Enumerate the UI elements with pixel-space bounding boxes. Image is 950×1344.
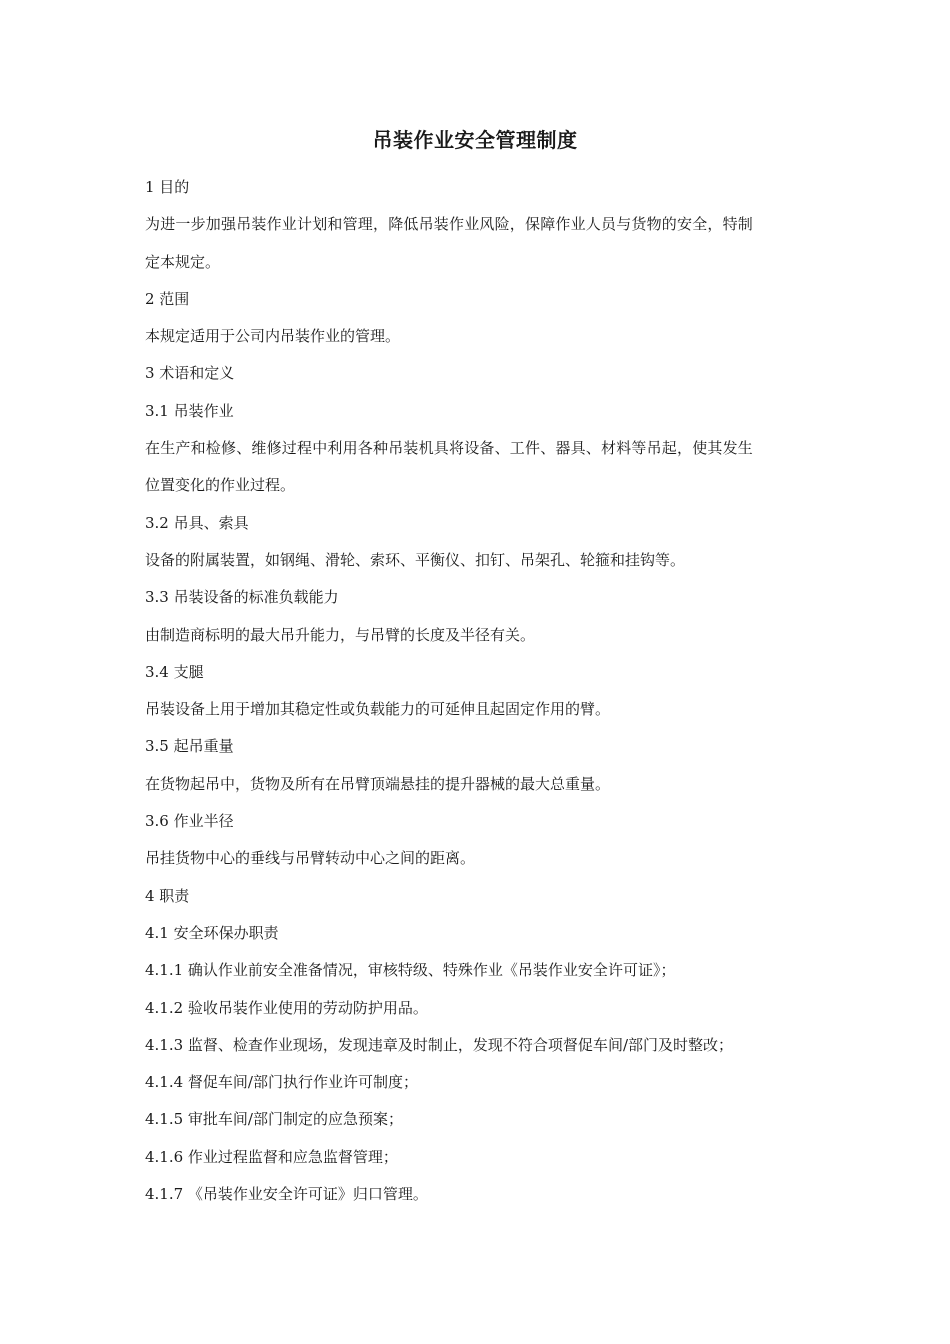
paragraph-line: 由制造商标明的最大吊升能力，与吊臂的长度及半径有关。 (145, 625, 536, 644)
list-item: 4.1.1 确认作业前安全准备情况，审核特级、特殊作业《吊装作业安全许可证》； (145, 961, 676, 980)
list-item: 4.1.3 监督、检查作业现场，发现违章及时制止，发现不符合项督促车间/部门及时整改； (145, 1035, 733, 1054)
section-heading: 3 术语和定义 (145, 364, 235, 383)
document-body (145, 169, 815, 1213)
paragraph-line: 为进一步加强吊装作业计划和管理，降低吊装作业风险，保障作业人员与货物的安全，特制 (145, 215, 754, 234)
paragraph-line: 位置变化的作业过程。 (145, 476, 296, 495)
section-heading: 1 目的 (145, 178, 190, 196)
subsection-heading: 3.4 支腿 (145, 662, 204, 681)
paragraph-line: 定本规定。 (145, 252, 221, 271)
paragraph-line: 本规定适用于公司内吊装作业的管理。 (145, 327, 401, 346)
subsection-heading: 3.6 作业半径 (145, 812, 234, 831)
list-item: 4.1.2 验收吊装作业使用的劳动防护用品。 (145, 998, 428, 1017)
list-item: 4.1.6 作业过程监督和应急监督管理； (145, 1147, 398, 1166)
section-heading: 2 范围 (145, 289, 190, 308)
document-title: 吊装作业安全管理制度 (372, 128, 578, 152)
paragraph-line: 在货物起吊中，货物及所有在吊臂顶端悬挂的提升器械的最大总重量。 (145, 774, 611, 793)
paragraph-line: 设备的附属装置，如钢绳、滑轮、索环、平衡仪、扣钉、吊架孔、轮箍和挂钩等。 (145, 550, 686, 569)
list-item: 4.1.4 督促车间/部门执行作业许可制度； (145, 1073, 418, 1092)
subsection-heading: 3.3 吊装设备的标准负载能力 (145, 588, 339, 607)
paragraph-line: 吊挂货物中心的垂线与吊臂转动中心之间的距离。 (145, 849, 476, 868)
list-item: 4.1.7 《吊装作业安全许可证》归口管理。 (145, 1185, 428, 1204)
list-item: 4.1.5 审批车间/部门制定的应急预案； (145, 1110, 403, 1129)
subsection-heading: 4.1 安全环保办职责 (145, 923, 279, 942)
section-heading: 4 职责 (145, 886, 190, 905)
subsection-heading: 3.2 吊具、索具 (145, 513, 249, 532)
paragraph-line: 吊装设备上用于增加其稳定性或负载能力的可延伸且起固定作用的臂。 (145, 700, 611, 719)
subsection-heading: 3.1 吊装作业 (145, 401, 234, 420)
paragraph-line: 在生产和检修、维修过程中利用各种吊装机具将设备、工件、器具、材料等吊起，使其发生 (145, 439, 754, 458)
subsection-heading: 3.5 起吊重量 (145, 737, 234, 756)
